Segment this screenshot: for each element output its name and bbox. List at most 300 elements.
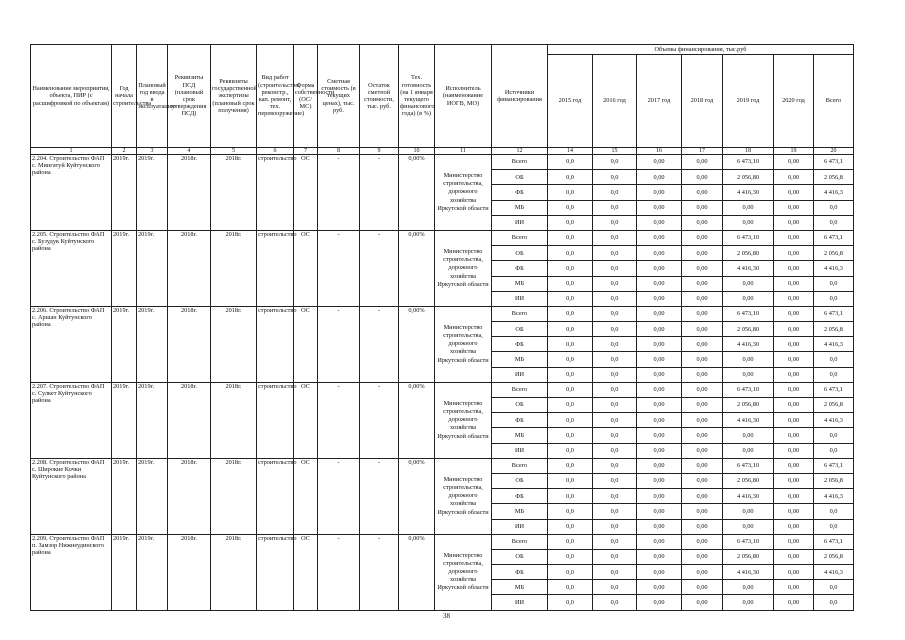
table-body xyxy=(31,155,854,611)
header-year-2015: 2015 год xyxy=(548,55,593,148)
financing-value: 0,00 xyxy=(637,473,682,488)
financing-value: 0,0 xyxy=(593,458,637,473)
header-col-executor: Исполнитель (наименование ИОГВ, МО) xyxy=(435,45,492,148)
financing-value: 0,00 xyxy=(682,595,723,610)
financing-source: ФБ xyxy=(492,413,548,428)
financing-value: 0,0 xyxy=(593,261,637,276)
financing-value: 0,00 xyxy=(682,473,723,488)
financing-source: ОБ xyxy=(492,170,548,185)
remainder: - xyxy=(360,306,399,382)
expertise-date: 2018г. xyxy=(211,534,257,610)
financing-value: 0,0 xyxy=(548,261,593,276)
work-type: строительство xyxy=(257,382,294,458)
financing-value: 0,0 xyxy=(593,443,637,458)
financing-value: 2 056,80 xyxy=(723,549,774,564)
executor: Министерство строительства, дорожного хозяйства Иркутской области xyxy=(435,306,492,382)
ownership: ОС xyxy=(294,155,318,231)
financing-source: МБ xyxy=(492,352,548,367)
column-number: 17 xyxy=(682,148,723,155)
column-number: 18 xyxy=(723,148,774,155)
table-row xyxy=(31,306,854,321)
financing-value: 2 056,8 xyxy=(814,170,854,185)
estimated-cost: - xyxy=(318,230,360,306)
financing-value: 0,00 xyxy=(774,170,814,185)
estimated-cost: - xyxy=(318,382,360,458)
financing-value: 0,00 xyxy=(774,337,814,352)
header-year-2018: 2018 год xyxy=(682,55,723,148)
financing-value: 0,0 xyxy=(548,504,593,519)
financing-value: 0,0 xyxy=(593,382,637,397)
financing-value: 2 056,80 xyxy=(723,398,774,413)
financing-source: Всего xyxy=(492,382,548,397)
financing-value: 0,00 xyxy=(682,306,723,321)
financing-value: 0,00 xyxy=(723,580,774,595)
financing-value: 0,0 xyxy=(548,215,593,230)
financing-value: 0,00 xyxy=(723,200,774,215)
financing-value: 0,00 xyxy=(682,413,723,428)
commission-year: 2019г. xyxy=(137,534,168,610)
financing-value: 0,0 xyxy=(593,185,637,200)
financing-value: 4 416,30 xyxy=(723,489,774,504)
financing-value: 2 056,8 xyxy=(814,246,854,261)
executor: Министерство строительства, дорожного хозяйства Иркутской области xyxy=(435,458,492,534)
financing-value: 4 416,3 xyxy=(814,261,854,276)
financing-value: 0,0 xyxy=(814,215,854,230)
readiness: 0,00% xyxy=(399,230,435,306)
financing-value: 0,00 xyxy=(682,200,723,215)
start-year: 2019г. xyxy=(112,382,137,458)
financing-value: 0,00 xyxy=(682,398,723,413)
financing-value: 0,0 xyxy=(593,246,637,261)
financing-value: 0,00 xyxy=(637,458,682,473)
financing-value: 0,00 xyxy=(723,276,774,291)
financing-value: 0,00 xyxy=(637,413,682,428)
psd-date: 2018г. xyxy=(168,382,211,458)
ownership: ОС xyxy=(294,534,318,610)
financing-value: 0,0 xyxy=(814,428,854,443)
financing-source: ОБ xyxy=(492,398,548,413)
financing-value: 4 416,3 xyxy=(814,185,854,200)
financing-value: 0,0 xyxy=(593,276,637,291)
financing-value: 0,0 xyxy=(548,413,593,428)
commission-year: 2019г. xyxy=(137,458,168,534)
psd-date: 2018г. xyxy=(168,230,211,306)
financing-value: 4 416,3 xyxy=(814,489,854,504)
financing-source: ФБ xyxy=(492,489,548,504)
financing-value: 0,0 xyxy=(814,519,854,534)
header-year-2017: 2017 год xyxy=(637,55,682,148)
financing-value: 0,00 xyxy=(682,549,723,564)
financing-value: 0,0 xyxy=(593,580,637,595)
financing-value: 0,00 xyxy=(774,382,814,397)
financing-value: 0,00 xyxy=(682,322,723,337)
financing-source: ОБ xyxy=(492,473,548,488)
financing-value: 0,00 xyxy=(637,185,682,200)
financing-value: 0,0 xyxy=(548,306,593,321)
expertise-date: 2018г. xyxy=(211,230,257,306)
financing-value: 0,0 xyxy=(593,413,637,428)
header-col-name: Наименование мероприятия, объекта, ПИР (с расшифровкой по объектам) xyxy=(31,45,112,148)
financing-source: МБ xyxy=(492,428,548,443)
financing-value: 0,0 xyxy=(814,367,854,382)
financing-value: 0,00 xyxy=(774,595,814,610)
financing-value: 0,00 xyxy=(682,565,723,580)
object-name: 2.204. Строительство ФАП с. Мингатуй Куйтунского района xyxy=(31,155,112,231)
financing-value: 0,00 xyxy=(637,428,682,443)
header-col-expertise: Реквизиты государственной экспертизы (плановый срок получения) xyxy=(211,45,257,148)
financing-value: 0,00 xyxy=(682,443,723,458)
header-col-commission-year: Плановый год ввода в эксплуатацию xyxy=(137,45,168,148)
work-type: строительство xyxy=(257,306,294,382)
financing-value: 0,00 xyxy=(774,519,814,534)
financing-value: 0,0 xyxy=(548,230,593,245)
psd-date: 2018г. xyxy=(168,458,211,534)
financing-value: 0,0 xyxy=(548,458,593,473)
financing-value: 0,0 xyxy=(593,155,637,170)
column-number: 11 xyxy=(435,148,492,155)
financing-source: МБ xyxy=(492,504,548,519)
financing-value: 0,0 xyxy=(548,443,593,458)
column-number: 16 xyxy=(637,148,682,155)
executor: Министерство строительства, дорожного хозяйства Иркутской области xyxy=(435,382,492,458)
financing-value: 6 473,1 xyxy=(814,382,854,397)
financing-value: 0,00 xyxy=(682,170,723,185)
financing-source: ФБ xyxy=(492,185,548,200)
financing-value: 6 473,1 xyxy=(814,534,854,549)
expertise-date: 2018г. xyxy=(211,382,257,458)
financing-value: 0,0 xyxy=(593,322,637,337)
financing-value: 0,0 xyxy=(814,200,854,215)
financing-value: 0,0 xyxy=(548,337,593,352)
table-row xyxy=(31,230,854,245)
financing-value: 0,00 xyxy=(723,595,774,610)
financing-value: 0,00 xyxy=(682,230,723,245)
financing-value: 0,00 xyxy=(637,519,682,534)
financing-value: 0,0 xyxy=(814,352,854,367)
object-name: 2.206. Строительство ФАП с. Аршан Куйтунского района xyxy=(31,306,112,382)
financing-source: МБ xyxy=(492,200,548,215)
financing-value: 0,00 xyxy=(774,322,814,337)
readiness: 0,00% xyxy=(399,534,435,610)
financing-value: 0,0 xyxy=(548,155,593,170)
financing-value: 6 473,10 xyxy=(723,382,774,397)
header-col-work-type: Вид работ (строительство, реконстр., кап. ремонт, тех. перевооружение) xyxy=(257,45,294,148)
financing-value: 0,0 xyxy=(548,200,593,215)
expertise-date: 2018г. xyxy=(211,306,257,382)
financing-value: 0,0 xyxy=(593,367,637,382)
start-year: 2019г. xyxy=(112,230,137,306)
financing-value: 0,0 xyxy=(593,230,637,245)
remainder: - xyxy=(360,230,399,306)
financing-table xyxy=(30,44,854,611)
remainder: - xyxy=(360,155,399,231)
financing-value: 0,0 xyxy=(548,473,593,488)
financing-value: 0,0 xyxy=(593,306,637,321)
financing-source: МБ xyxy=(492,580,548,595)
executor: Министерство строительства, дорожного хозяйства Иркутской области xyxy=(435,534,492,610)
financing-value: 0,0 xyxy=(814,595,854,610)
financing-value: 4 416,30 xyxy=(723,337,774,352)
commission-year: 2019г. xyxy=(137,306,168,382)
column-number: 15 xyxy=(593,148,637,155)
psd-date: 2018г. xyxy=(168,534,211,610)
financing-value: 0,00 xyxy=(637,398,682,413)
column-number: 9 xyxy=(360,148,399,155)
financing-value: 0,0 xyxy=(814,504,854,519)
financing-value: 0,00 xyxy=(774,413,814,428)
start-year: 2019г. xyxy=(112,155,137,231)
financing-value: 0,00 xyxy=(682,367,723,382)
financing-value: 0,00 xyxy=(637,230,682,245)
financing-value: 0,00 xyxy=(682,246,723,261)
financing-value: 0,00 xyxy=(637,534,682,549)
financing-value: 0,00 xyxy=(723,352,774,367)
executor: Министерство строительства, дорожного хозяйства Иркутской области xyxy=(435,155,492,231)
expertise-date: 2018г. xyxy=(211,155,257,231)
financing-value: 0,00 xyxy=(774,215,814,230)
remainder: - xyxy=(360,382,399,458)
financing-value: 2 056,80 xyxy=(723,246,774,261)
financing-value: 0,00 xyxy=(774,291,814,306)
financing-value: 0,00 xyxy=(637,595,682,610)
financing-value: 0,00 xyxy=(774,504,814,519)
financing-value: 6 473,1 xyxy=(814,155,854,170)
financing-value: 0,0 xyxy=(548,549,593,564)
financing-value: 0,00 xyxy=(774,580,814,595)
readiness: 0,00% xyxy=(399,306,435,382)
financing-value: 0,00 xyxy=(682,504,723,519)
financing-value: 0,00 xyxy=(682,519,723,534)
financing-value: 0,00 xyxy=(682,261,723,276)
financing-value: 0,00 xyxy=(723,443,774,458)
financing-value: 0,00 xyxy=(682,155,723,170)
header-total: Всего xyxy=(814,55,854,148)
object-name: 2.208. Строительство ФАП с. Широкие Кочки Куйтунского района xyxy=(31,458,112,534)
remainder: - xyxy=(360,458,399,534)
financing-value: 6 473,1 xyxy=(814,306,854,321)
financing-value: 0,00 xyxy=(774,549,814,564)
financing-value: 0,00 xyxy=(682,458,723,473)
financing-source: Всего xyxy=(492,534,548,549)
financing-value: 0,00 xyxy=(774,489,814,504)
financing-value: 0,00 xyxy=(682,185,723,200)
financing-value: 0,0 xyxy=(593,398,637,413)
column-number: 3 xyxy=(137,148,168,155)
financing-source: Всего xyxy=(492,458,548,473)
financing-value: 0,0 xyxy=(593,504,637,519)
table-row xyxy=(31,534,854,549)
financing-value: 4 416,3 xyxy=(814,413,854,428)
column-number: 2 xyxy=(112,148,137,155)
financing-value: 0,0 xyxy=(548,428,593,443)
commission-year: 2019г. xyxy=(137,382,168,458)
expertise-date: 2018г. xyxy=(211,458,257,534)
page-number: 38 xyxy=(443,612,450,620)
financing-value: 4 416,3 xyxy=(814,337,854,352)
financing-value: 6 473,1 xyxy=(814,458,854,473)
column-number: 1 xyxy=(31,148,112,155)
financing-value: 2 056,80 xyxy=(723,170,774,185)
financing-value: 0,0 xyxy=(593,534,637,549)
table-row xyxy=(31,155,854,170)
financing-value: 0,00 xyxy=(774,443,814,458)
ownership: ОС xyxy=(294,382,318,458)
financing-value: 0,0 xyxy=(814,291,854,306)
financing-value: 0,0 xyxy=(593,200,637,215)
financing-value: 0,00 xyxy=(774,565,814,580)
readiness: 0,00% xyxy=(399,382,435,458)
financing-value: 0,0 xyxy=(593,519,637,534)
financing-value: 2 056,8 xyxy=(814,398,854,413)
financing-value: 0,00 xyxy=(637,489,682,504)
financing-source: ИИ xyxy=(492,595,548,610)
financing-value: 0,00 xyxy=(682,291,723,306)
document-sheet xyxy=(30,44,853,611)
financing-value: 0,0 xyxy=(548,276,593,291)
header-col-ownership: Форма собственности (ОС/МС) xyxy=(294,45,318,148)
financing-value: 0,00 xyxy=(637,580,682,595)
financing-source: ИИ xyxy=(492,519,548,534)
financing-value: 0,0 xyxy=(593,565,637,580)
financing-value: 0,00 xyxy=(637,215,682,230)
financing-value: 0,0 xyxy=(548,352,593,367)
financing-value: 6 473,10 xyxy=(723,155,774,170)
financing-value: 0,00 xyxy=(774,261,814,276)
financing-value: 0,0 xyxy=(548,382,593,397)
financing-value: 0,00 xyxy=(682,382,723,397)
financing-source: ИИ xyxy=(492,291,548,306)
financing-source: ИИ xyxy=(492,443,548,458)
financing-value: 0,00 xyxy=(637,367,682,382)
financing-value: 0,0 xyxy=(548,246,593,261)
financing-value: 0,00 xyxy=(682,337,723,352)
column-number: 10 xyxy=(399,148,435,155)
header-col-remainder: Остаток сметной стоимости, тыс. руб. xyxy=(360,45,399,148)
financing-value: 0,0 xyxy=(593,489,637,504)
financing-value: 4 416,30 xyxy=(723,565,774,580)
financing-value: 0,00 xyxy=(637,322,682,337)
financing-value: 0,0 xyxy=(548,595,593,610)
financing-value: 0,00 xyxy=(637,443,682,458)
estimated-cost: - xyxy=(318,155,360,231)
header-col-psd: Реквизиты ПСД (плановый срок утверждения ПСД) xyxy=(168,45,211,148)
financing-source: Всего xyxy=(492,155,548,170)
column-number: 6 xyxy=(257,148,294,155)
financing-value: 0,00 xyxy=(637,276,682,291)
object-name: 2.207. Строительство ФАП с. Сулкет Куйтунского района xyxy=(31,382,112,458)
financing-value: 0,0 xyxy=(548,489,593,504)
financing-value: 0,00 xyxy=(682,276,723,291)
executor: Министерство строительства, дорожного хозяйства Иркутской области xyxy=(435,230,492,306)
financing-value: 0,00 xyxy=(637,565,682,580)
financing-source: Всего xyxy=(492,306,548,321)
estimated-cost: - xyxy=(318,458,360,534)
financing-value: 0,00 xyxy=(637,352,682,367)
header-financing-group: Объемы финансирования, тыс.руб xyxy=(548,45,854,55)
financing-value: 0,00 xyxy=(682,534,723,549)
financing-source: ИИ xyxy=(492,215,548,230)
readiness: 0,00% xyxy=(399,155,435,231)
financing-value: 6 473,10 xyxy=(723,306,774,321)
readiness: 0,00% xyxy=(399,458,435,534)
financing-value: 0,00 xyxy=(723,504,774,519)
financing-value: 4 416,30 xyxy=(723,185,774,200)
financing-value: 0,0 xyxy=(593,291,637,306)
financing-value: 2 056,8 xyxy=(814,473,854,488)
financing-value: 0,0 xyxy=(593,170,637,185)
column-number: 8 xyxy=(318,148,360,155)
financing-value: 0,00 xyxy=(682,580,723,595)
financing-value: 0,00 xyxy=(774,230,814,245)
financing-value: 0,00 xyxy=(774,200,814,215)
financing-source: ИИ xyxy=(492,367,548,382)
financing-value: 2 056,8 xyxy=(814,549,854,564)
table-row xyxy=(31,382,854,397)
work-type: строительство xyxy=(257,534,294,610)
table-header xyxy=(31,45,854,155)
financing-value: 0,0 xyxy=(593,352,637,367)
financing-value: 0,0 xyxy=(548,322,593,337)
financing-value: 4 416,3 xyxy=(814,565,854,580)
financing-value: 0,0 xyxy=(548,291,593,306)
remainder: - xyxy=(360,534,399,610)
object-name: 2.205. Строительство ФАП с. Бузудук Куйтунского района xyxy=(31,230,112,306)
start-year: 2019г. xyxy=(112,458,137,534)
financing-value: 0,00 xyxy=(723,367,774,382)
financing-value: 0,0 xyxy=(548,534,593,549)
financing-value: 0,00 xyxy=(774,306,814,321)
financing-value: 0,00 xyxy=(637,382,682,397)
financing-source: ОБ xyxy=(492,322,548,337)
financing-value: 0,00 xyxy=(774,155,814,170)
financing-value: 0,00 xyxy=(682,215,723,230)
column-number: 5 xyxy=(211,148,257,155)
financing-value: 0,00 xyxy=(774,534,814,549)
financing-value: 6 473,1 xyxy=(814,230,854,245)
estimated-cost: - xyxy=(318,306,360,382)
financing-value: 0,0 xyxy=(593,337,637,352)
financing-value: 0,00 xyxy=(637,549,682,564)
financing-value: 0,00 xyxy=(774,458,814,473)
financing-value: 0,0 xyxy=(593,595,637,610)
financing-source: ФБ xyxy=(492,565,548,580)
financing-value: 0,00 xyxy=(682,352,723,367)
financing-value: 0,00 xyxy=(774,276,814,291)
financing-value: 0,00 xyxy=(723,519,774,534)
financing-value: 0,00 xyxy=(637,155,682,170)
financing-value: 0,0 xyxy=(814,443,854,458)
start-year: 2019г. xyxy=(112,306,137,382)
financing-value: 0,0 xyxy=(548,580,593,595)
financing-value: 0,0 xyxy=(593,428,637,443)
ownership: ОС xyxy=(294,458,318,534)
header-year-2020: 2020 год xyxy=(774,55,814,148)
financing-value: 0,00 xyxy=(637,291,682,306)
financing-source: ФБ xyxy=(492,261,548,276)
financing-value: 0,00 xyxy=(723,291,774,306)
financing-value: 2 056,80 xyxy=(723,473,774,488)
financing-value: 0,0 xyxy=(548,565,593,580)
financing-value: 0,0 xyxy=(548,185,593,200)
financing-value: 0,00 xyxy=(637,246,682,261)
financing-value: 0,00 xyxy=(682,489,723,504)
header-year-2019: 2019 год xyxy=(723,55,774,148)
work-type: строительство xyxy=(257,155,294,231)
header-col-readiness: Тех. готовность (на 1 января текущего финансового года) (в %) xyxy=(399,45,435,148)
financing-value: 4 416,30 xyxy=(723,413,774,428)
financing-value: 0,00 xyxy=(637,170,682,185)
financing-source: МБ xyxy=(492,276,548,291)
